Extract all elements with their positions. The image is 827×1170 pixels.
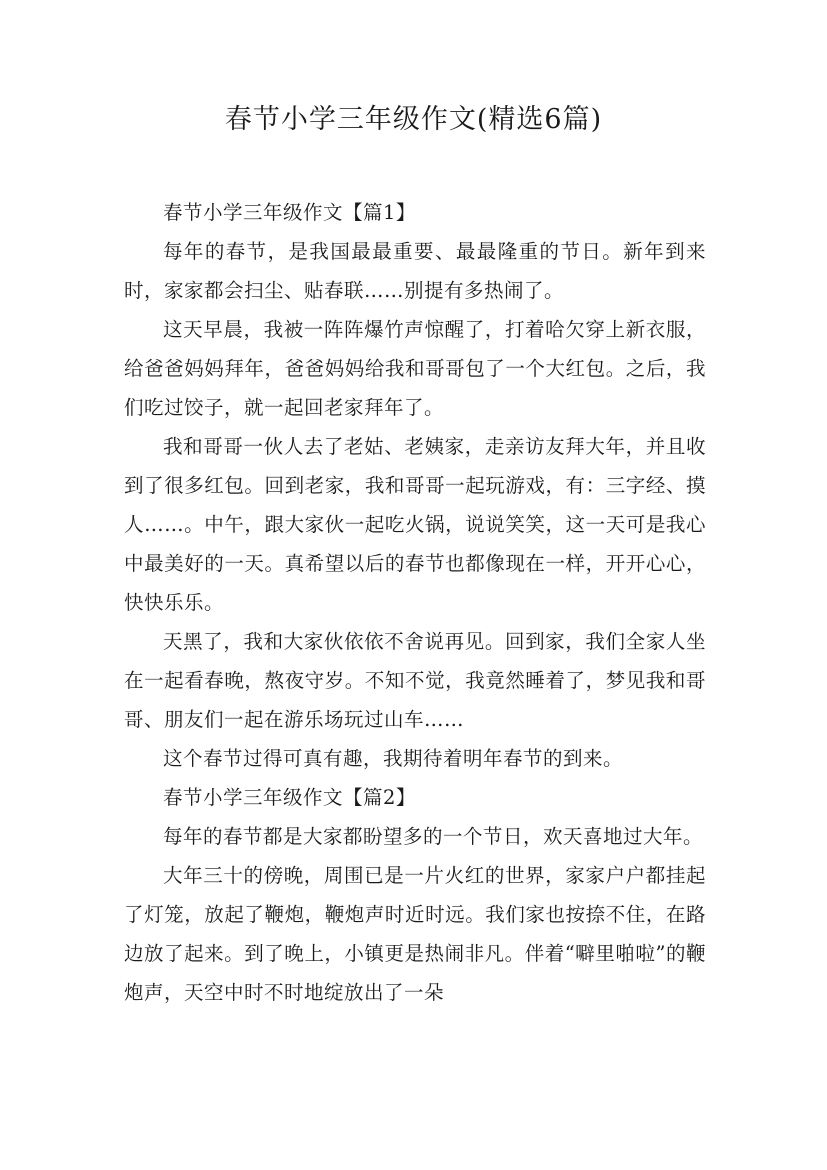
document-body — [124, 193, 706, 1012]
paragraph: 每年的春节，是我国最最重要、最最隆重的节日。新年到来时，家家都会扫尘、贴春联……别提有多热闹了。 — [124, 240, 706, 302]
paragraph: 这个春节过得可真有趣，我期待着明年春节的到来。 — [163, 747, 624, 770]
paragraph: 天黑了，我和大家伙依依不舍说再见。回到家，我们全家人坐在一起看春晚，熬夜守岁。不知不觉，我竟然睡着了，梦见我和哥哥、朋友们一起在游乐场玩过山车…… — [124, 630, 706, 731]
paragraph: 每年的春节都是大家都盼望多的一个节日，欢天喜地过大年。 — [163, 825, 704, 848]
paragraph: 这天早晨，我被一阵阵爆竹声惊醒了，打着哈欠穿上新衣服，给爸爸妈妈拜年，爸爸妈妈给我和哥哥包了一个大红包。之后，我们吃过饺子，就一起回老家拜年了。 — [124, 318, 706, 419]
paragraph: 大年三十的傍晚，周围已是一片火红的世界，家家户户都挂起了灯笼，放起了鞭炮，鞭炮声时近时远。我们家也按捺不住，在路边放了起来。到了晚上，小镇更是热闹非凡。伴着“噼里啪啦”的鞭炮声，天空中时不时地绽放出了一朵 — [124, 864, 706, 1004]
section-heading-2: 春节小学三年级作文【篇2】 — [163, 786, 416, 809]
document-title: 春节小学三年级作文(精选6篇) — [224, 104, 603, 135]
paragraph: 我和哥哥一伙人去了老姑、老姨家，走亲访友拜大年，并且收到了很多红包。回到老家，我和哥哥一起玩游戏，有：三字经、摸人……。中午，跟大家伙一起吃火锅，说说笑笑，这一天可是我心中最美好的一天。真希望以后的春节也都像现在一样，开开心心，快快乐乐。 — [124, 435, 706, 614]
section-heading-1: 春节小学三年级作文【篇1】 — [163, 201, 416, 224]
